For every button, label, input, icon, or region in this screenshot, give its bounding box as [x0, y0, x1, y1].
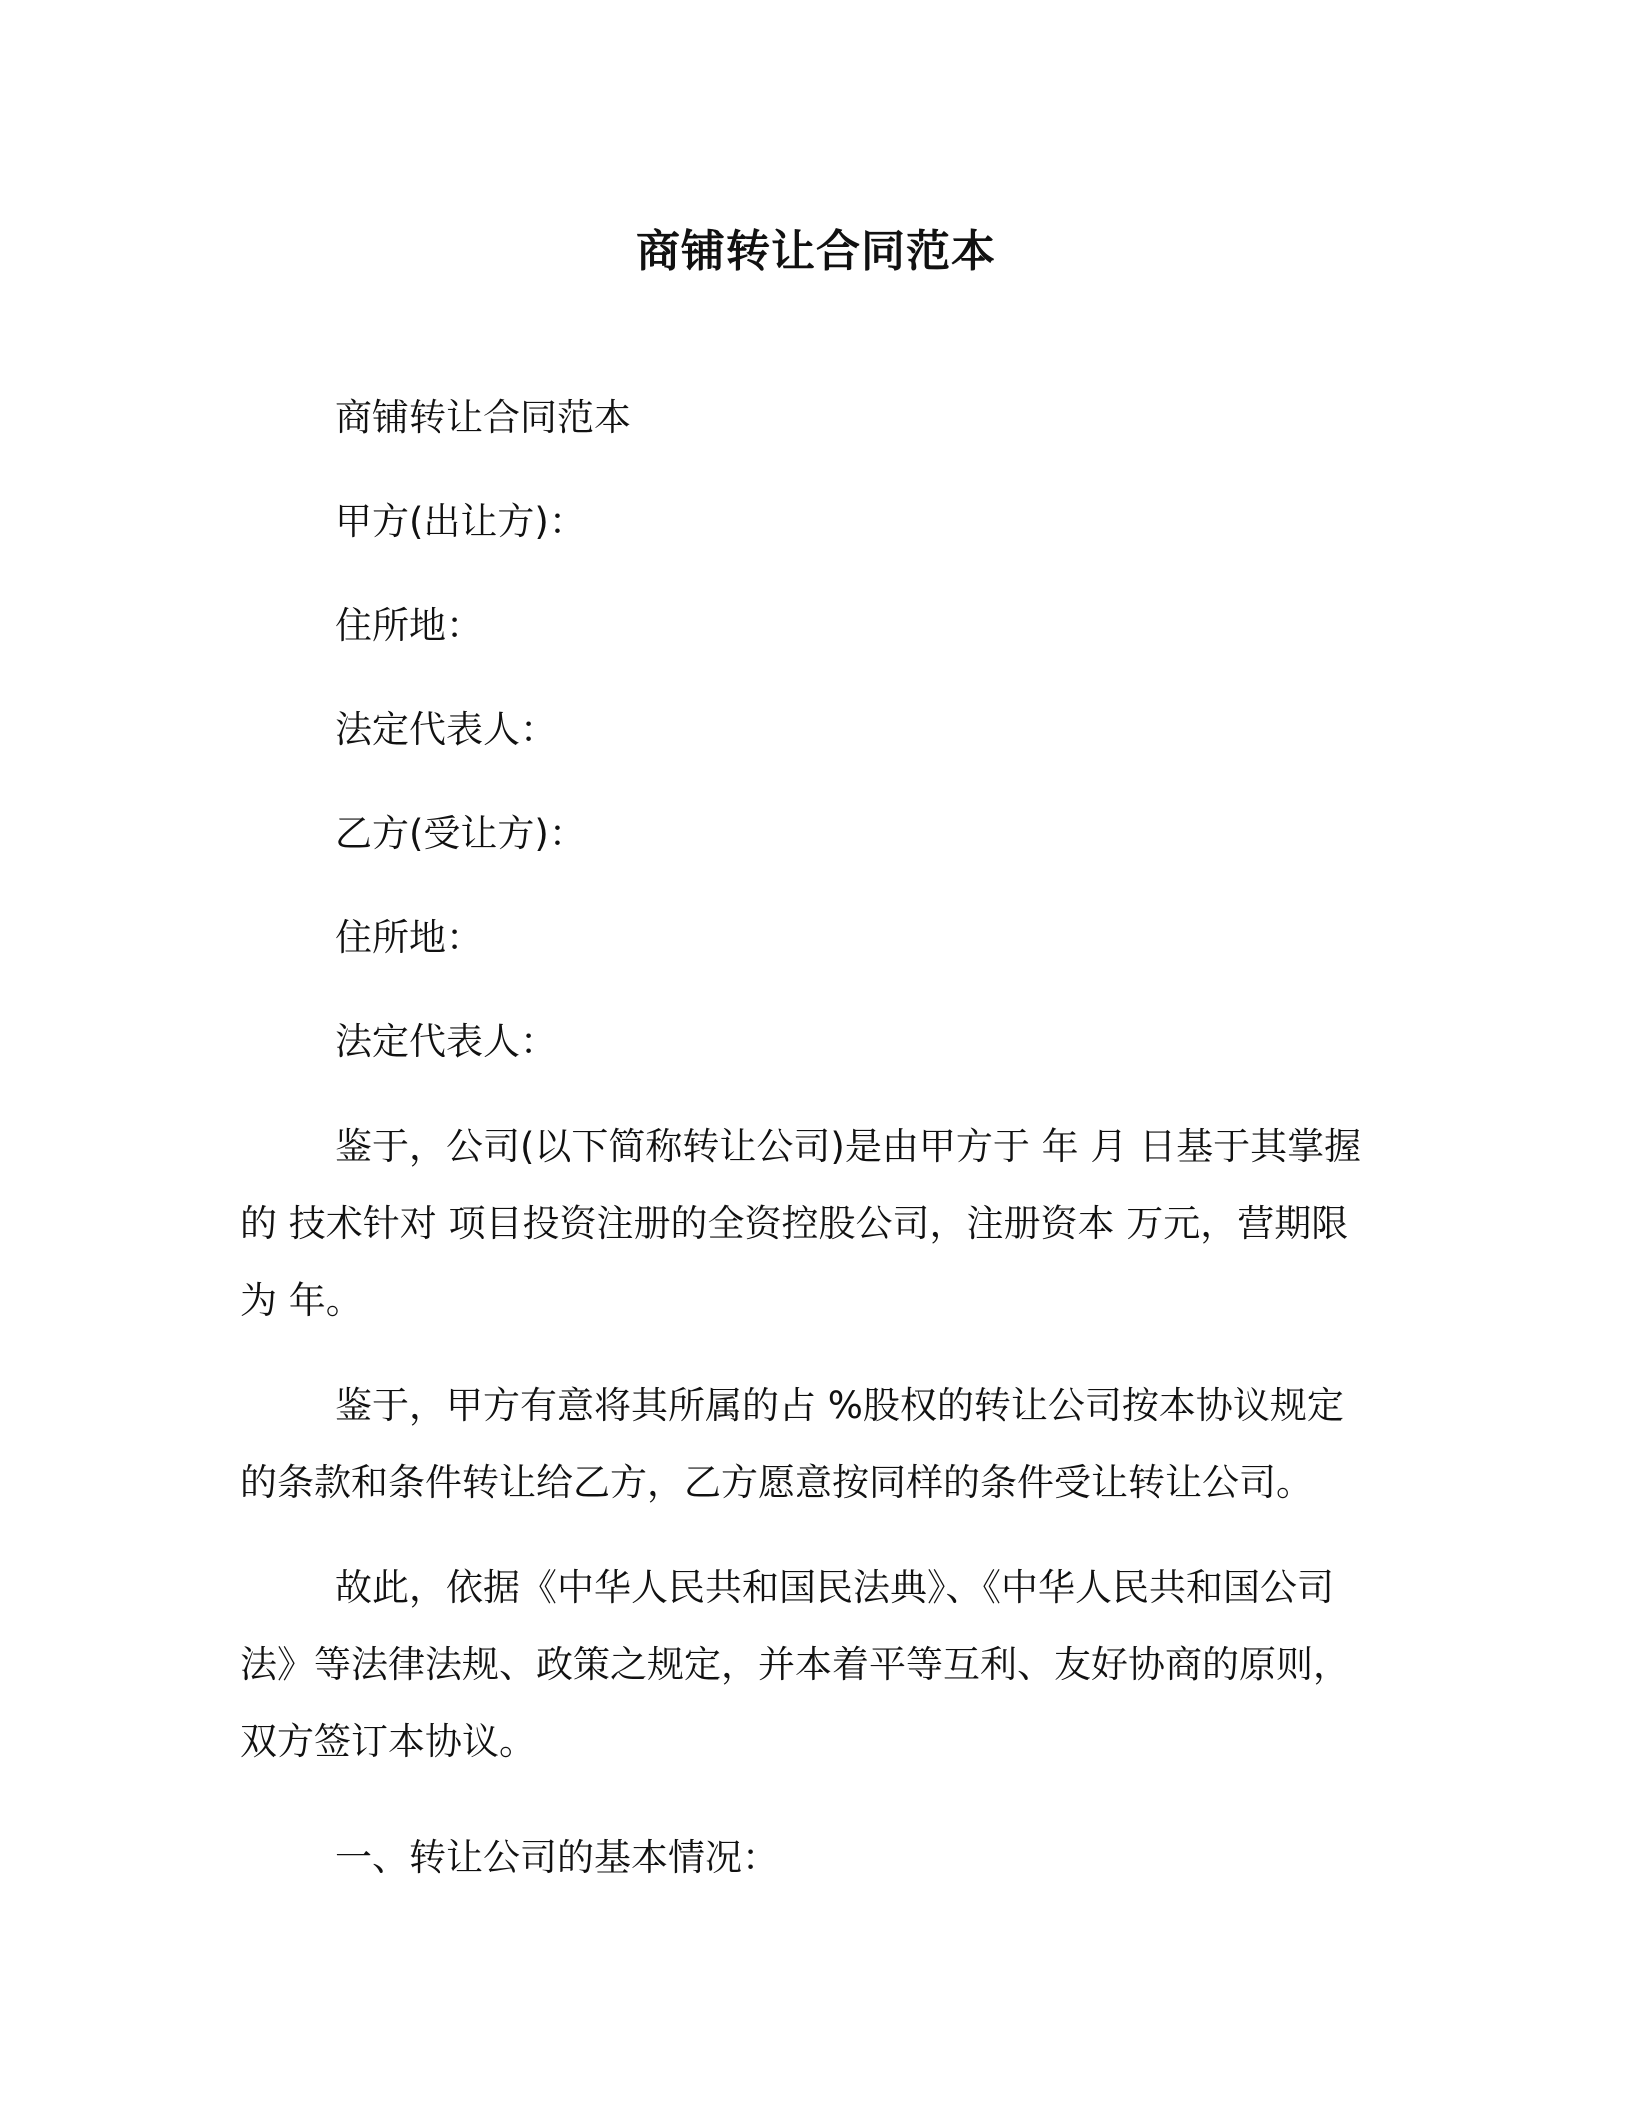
subtitle-line: 商铺转让合同范本 [335, 396, 631, 439]
party-b-label: 乙方(受让方)： [335, 812, 586, 855]
party-b-address-label: 住所地： [335, 916, 483, 959]
party-a-label: 甲方(出让方)： [335, 500, 586, 543]
party-a-representative-label: 法定代表人： [335, 708, 557, 751]
document-title: 商铺转让合同范本 [636, 226, 996, 277]
party-a-address-label: 住所地： [335, 604, 483, 647]
party-b-representative-label: 法定代表人： [335, 1020, 557, 1063]
recital-paragraph-2: 鉴于，甲方有意将其所属的占 %股权的转让公司按本协议规定的条款和条件转让给乙方，乙方愿意按同样的条件受让转让公司。 [240, 1384, 1344, 1504]
recital-paragraph-3: 故此，依据《中华人民共和国民法典》、《中华人民共和国公司法》等法律法规、政策之规定，并本着平等互利、友好协商的原则，双方签订本协议。 [240, 1566, 1350, 1763]
recital-paragraph-1: 鉴于，公司(以下简称转让公司)是由甲方于 年 月 日基于其掌握的 技术针对 项目投资注册的全资控股公司，注册资本 万元，营期限为 年。 [240, 1125, 1362, 1322]
section-heading-1: 一、转让公司的基本情况： [335, 1836, 779, 1879]
document-body [240, 392, 1380, 1884]
